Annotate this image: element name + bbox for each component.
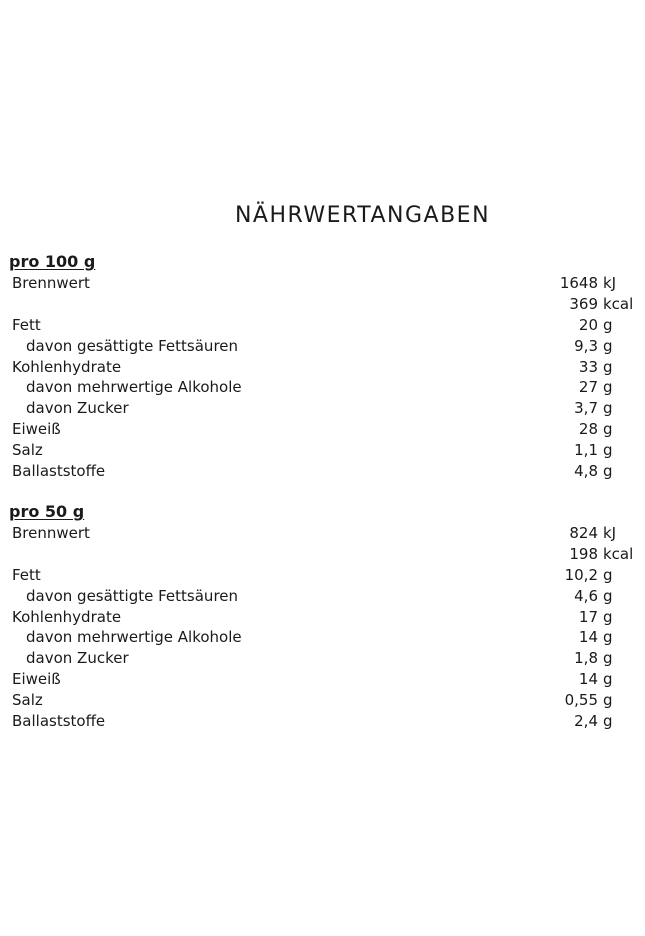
nutrition-row-polyols — [0, 377, 645, 398]
nutrient-unit: kcal — [603, 544, 634, 563]
nutrient-label: Salz — [12, 441, 43, 460]
nutrition-row-protein — [0, 419, 645, 440]
nutrient-unit: g — [603, 336, 613, 355]
nutrient-unit: kJ — [603, 274, 617, 292]
nutrient-label: davon gesättigte Fettsäuren — [26, 336, 239, 355]
nutrient-label: Brennwert — [12, 524, 90, 542]
nutrient-value: 4,8 — [574, 462, 598, 481]
nutrient-value: 1648 — [559, 274, 598, 292]
nutrition-row-saturated-fat — [0, 586, 645, 607]
nutrient-value: 198 — [569, 544, 598, 563]
nutrient-label: Brennwert — [12, 274, 90, 292]
nutrient-unit: kJ — [603, 524, 617, 542]
nutrient-label: Ballaststoffe — [12, 712, 106, 731]
nutrition-row-sugar — [0, 398, 645, 419]
nutrient-value: 14 — [578, 670, 598, 689]
nutrient-value: 33 — [578, 357, 598, 376]
nutrient-unit: g — [603, 628, 613, 647]
nutrient-unit: g — [603, 691, 613, 710]
nutrient-unit: g — [603, 357, 613, 376]
nutrient-label: Salz — [12, 691, 43, 710]
nutrient-label: Eiweiß — [12, 670, 61, 689]
nutrition-table — [0, 273, 645, 482]
nutrient-value: 27 — [578, 378, 598, 397]
nutrition-row-carbohydrates — [0, 607, 645, 628]
nutrition-row-saturated-fat — [0, 336, 645, 357]
nutrient-unit: g — [603, 315, 613, 334]
nutrient-label: davon mehrwertige Alkohole — [26, 628, 242, 647]
nutrient-unit: g — [603, 607, 613, 626]
nutrient-value: 0,55 — [564, 691, 598, 710]
nutrient-value: 1,1 — [574, 441, 598, 460]
nutrient-unit: g — [603, 712, 613, 731]
nutrient-unit: g — [603, 462, 613, 481]
nutrition-row-carbohydrates — [0, 357, 645, 378]
nutrient-value: 28 — [578, 420, 598, 439]
nutrient-unit: g — [603, 649, 613, 668]
nutrient-label: Ballaststoffe — [12, 462, 106, 481]
nutrition-row-salt — [0, 440, 645, 461]
nutrient-label: Fett — [12, 565, 41, 584]
nutrition-row-fat — [0, 315, 645, 336]
nutrient-value: 2,4 — [574, 712, 598, 731]
nutrient-label: Eiweiß — [12, 420, 61, 439]
nutrition-row-energy-kcal — [0, 294, 645, 315]
section-heading: pro 50 g — [9, 502, 85, 521]
nutrition-row-energy-kcal — [0, 544, 645, 565]
nutrient-value: 3,7 — [574, 399, 598, 418]
nutrient-label: davon gesättigte Fettsäuren — [26, 586, 239, 605]
nutrition-row-energy-kj — [0, 273, 645, 294]
nutrition-row-fat — [0, 565, 645, 586]
nutrient-value: 824 — [569, 524, 598, 542]
nutrient-label: Fett — [12, 315, 41, 334]
nutrient-unit: g — [603, 441, 613, 460]
nutrient-unit: g — [603, 586, 613, 605]
nutrient-value: 369 — [569, 294, 598, 313]
nutrient-label: davon mehrwertige Alkohole — [26, 378, 242, 397]
nutrient-label: davon Zucker — [26, 649, 129, 668]
nutrient-unit: g — [603, 670, 613, 689]
nutrient-value: 17 — [578, 607, 598, 626]
nutrient-label: davon Zucker — [26, 399, 129, 418]
nutrition-row-fiber — [0, 711, 645, 732]
nutrition-row-salt — [0, 690, 645, 711]
nutrient-unit: g — [603, 420, 613, 439]
section-heading: pro 100 g — [9, 252, 96, 271]
nutrient-value: 1,8 — [574, 649, 598, 668]
nutrient-label: Kohlenhydrate — [12, 607, 122, 626]
nutrient-value: 20 — [578, 315, 598, 334]
nutrition-row-fiber — [0, 461, 645, 482]
nutrition-row-protein — [0, 669, 645, 690]
nutrition-row-sugar — [0, 648, 645, 669]
nutrient-unit: g — [603, 378, 613, 397]
nutrient-unit: g — [603, 399, 613, 418]
nutrient-value: 9,3 — [574, 336, 598, 355]
nutrient-value: 14 — [578, 628, 598, 647]
nutrition-row-energy-kj — [0, 523, 645, 544]
nutrient-label: Kohlenhydrate — [12, 357, 122, 376]
page-title: NÄHRWERTANGABEN — [234, 203, 491, 228]
nutrient-value: 4,6 — [574, 586, 598, 605]
nutrient-unit: kcal — [603, 294, 634, 313]
nutrition-row-polyols — [0, 627, 645, 648]
nutrient-value: 10,2 — [564, 565, 598, 584]
nutrition-table — [0, 523, 645, 732]
nutrient-unit: g — [603, 565, 613, 584]
